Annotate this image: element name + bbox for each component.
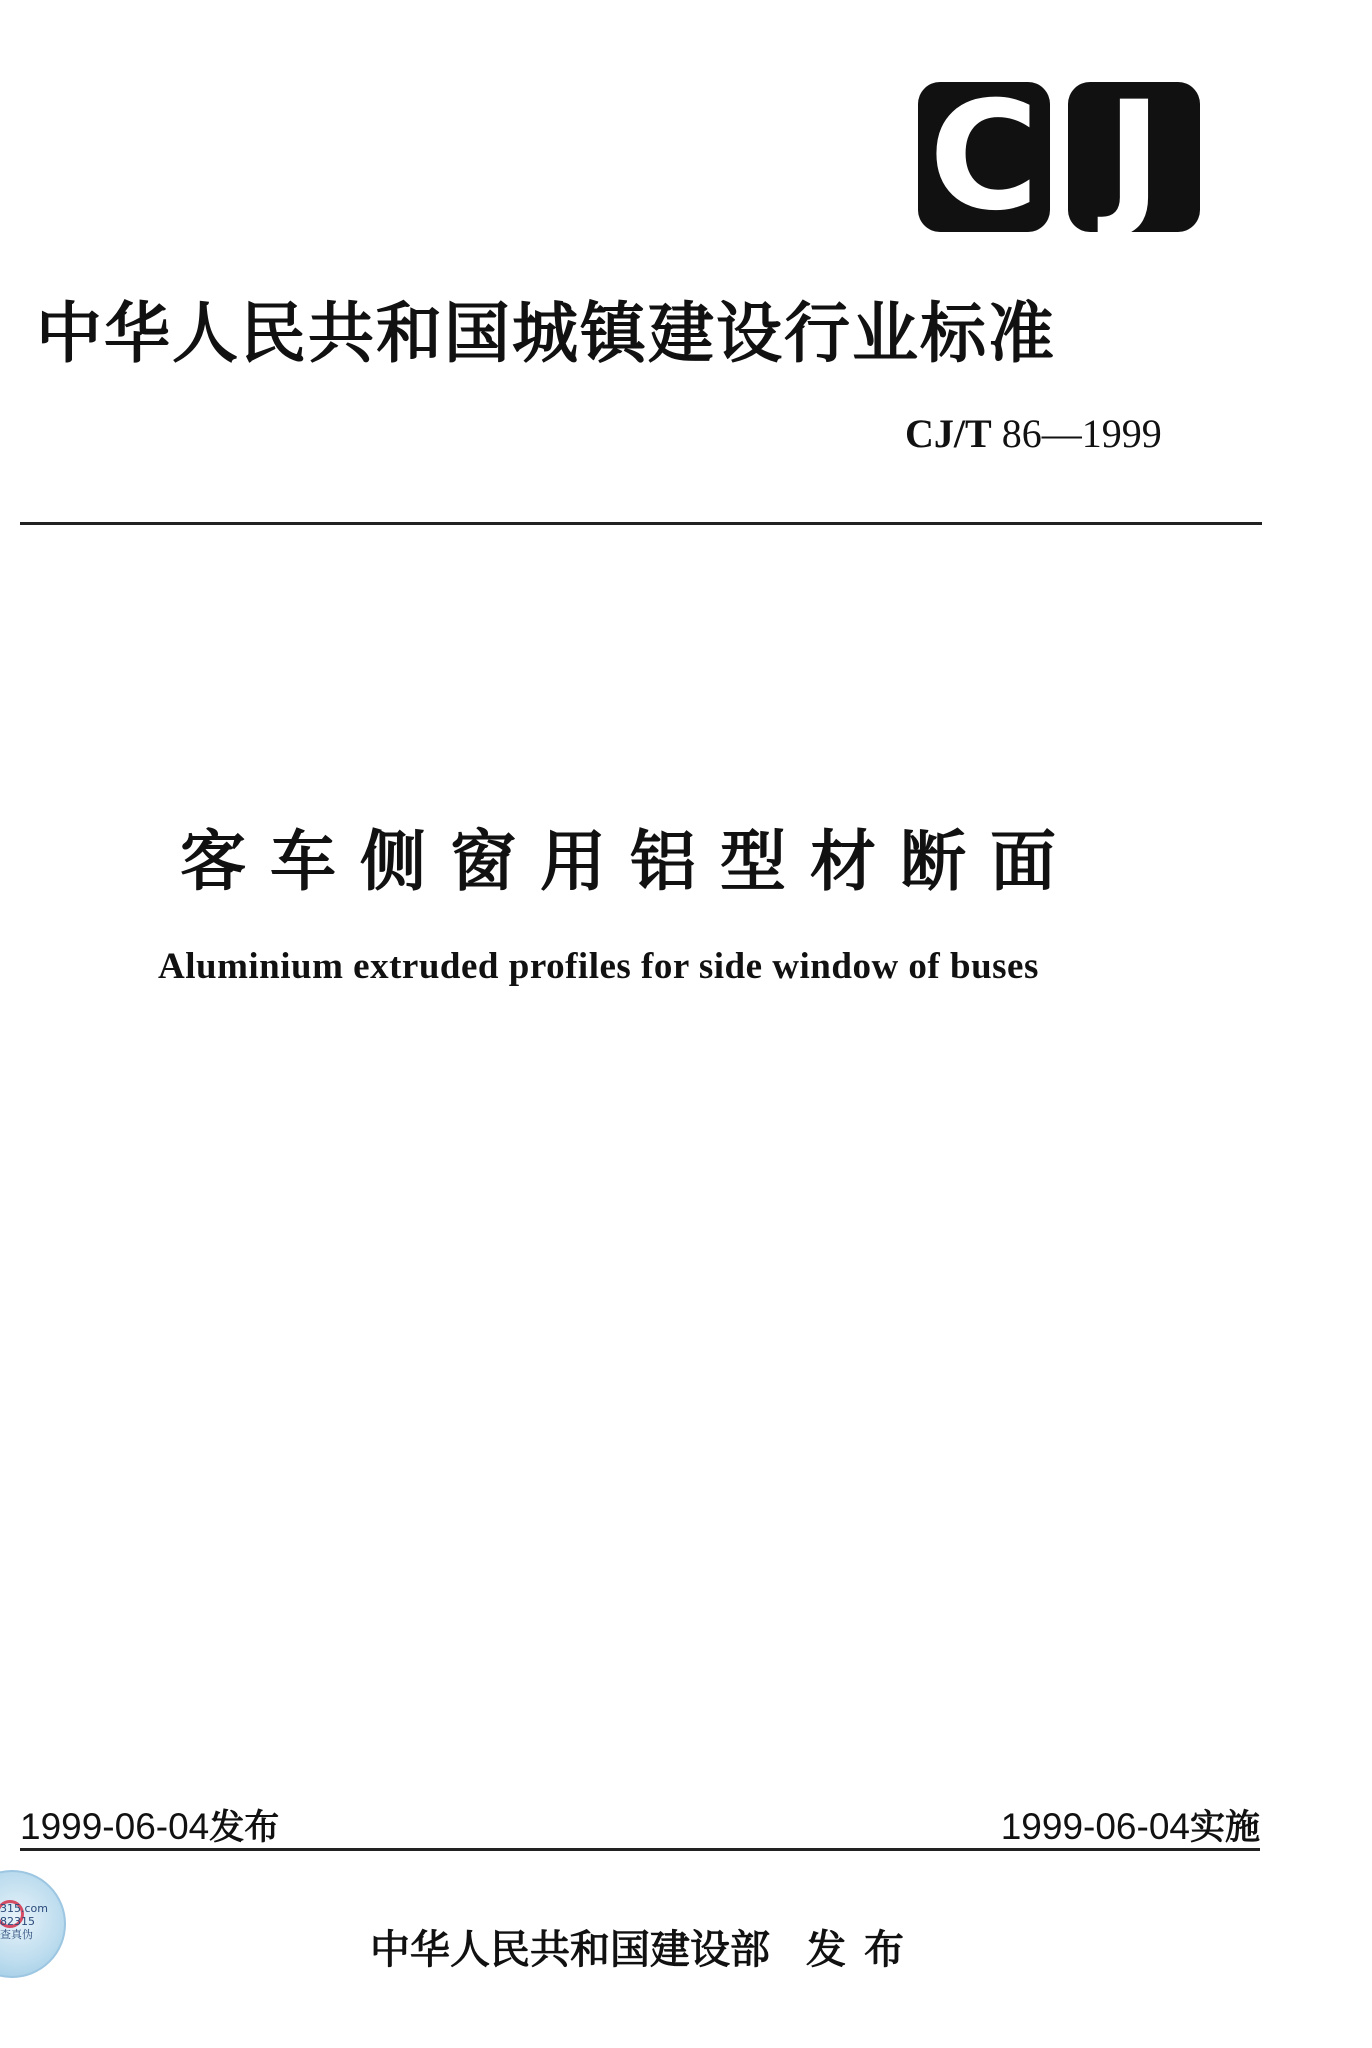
standard-code-number: 86—1999 bbox=[1001, 411, 1162, 456]
document-title-en: Aluminium extruded profiles for side window of buses bbox=[158, 946, 1039, 987]
publisher-name: 中华人民共和国建设部 bbox=[370, 1927, 770, 1973]
logo-letter-c: C bbox=[918, 82, 1050, 232]
bottom-divider bbox=[20, 1848, 1260, 1851]
document-title-cn: 客车侧窗用铝型材断面 bbox=[180, 823, 1080, 900]
publisher-line bbox=[370, 1918, 922, 1975]
effective-date: 1999-06-04 bbox=[1000, 1806, 1190, 1847]
seal-text-line2: 82315 bbox=[0, 1915, 35, 1928]
anti-counterfeit-seal bbox=[0, 1870, 66, 1978]
publisher-action: 发布 bbox=[806, 1927, 922, 1973]
effective-date-line bbox=[1001, 1800, 1260, 1850]
top-divider bbox=[20, 522, 1262, 525]
standard-code bbox=[905, 410, 1162, 457]
standard-title: 中华人民共和国城镇建设行业标准 bbox=[36, 295, 1056, 372]
issue-date-line bbox=[20, 1800, 279, 1850]
seal-text bbox=[0, 1902, 48, 1941]
seal-text-line3: 查真伪 bbox=[0, 1928, 33, 1941]
standard-code-prefix: CJ/T bbox=[905, 411, 992, 456]
issue-date: 1999-06-04 bbox=[20, 1806, 210, 1847]
logo-letter-j: J bbox=[1068, 82, 1200, 232]
issue-label: 发布 bbox=[209, 1808, 280, 1848]
effective-label: 实施 bbox=[1189, 1808, 1260, 1848]
cj-logo bbox=[918, 70, 1200, 244]
seal-text-line1: 315.com bbox=[0, 1902, 48, 1915]
